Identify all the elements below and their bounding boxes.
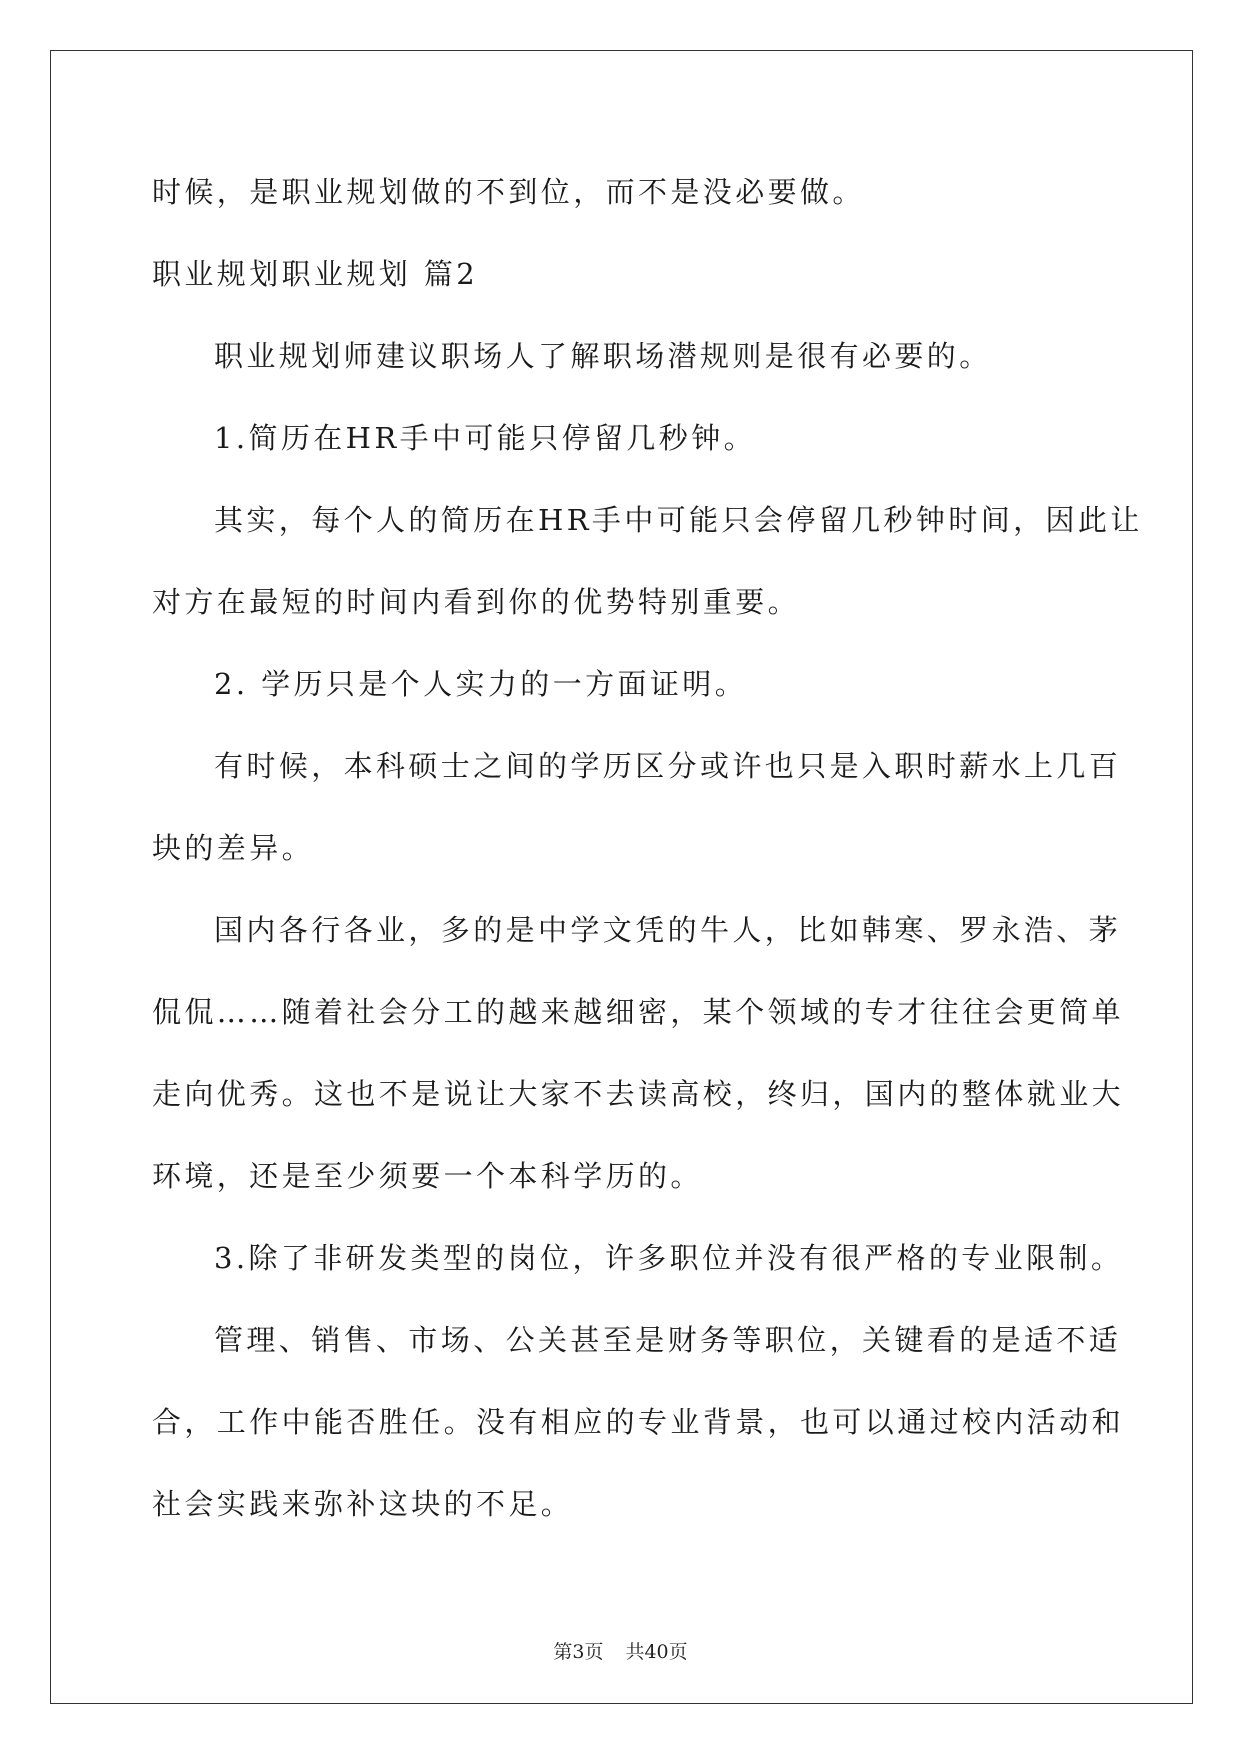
list-item-heading: 3.除了非研发类型的岗位，许多职位并没有很严格的专业限制。 <box>214 1241 1124 1275</box>
paragraph-line: 国内各行各业，多的是中学文凭的牛人，比如韩寒、罗永浩、茅 <box>214 913 1122 947</box>
page-footer <box>0 1641 1241 1663</box>
paragraph-line: 时候，是职业规划做的不到位，而不是没必要做。 <box>152 175 865 209</box>
section-heading: 职业规划职业规划 篇2 <box>152 257 479 291</box>
paragraph-line: 合，工作中能否胜任。没有相应的专业背景，也可以通过校内活动和 <box>152 1405 1125 1439</box>
paragraph-line: 块的差异。 <box>152 831 315 865</box>
page-number: 第3页 <box>553 1641 604 1663</box>
paragraph-line: 有时候，本科硕士之间的学历区分或许也只是入职时薪水上几百 <box>214 749 1122 783</box>
paragraph-line: 管理、销售、市场、公关甚至是财务等职位，关键看的是适不适 <box>214 1323 1122 1357</box>
page-border <box>50 50 1193 1704</box>
paragraph-line: 走向优秀。这也不是说让大家不去读高校，终归，国内的整体就业大 <box>152 1077 1125 1111</box>
paragraph-line: 环境，还是至少须要一个本科学历的。 <box>152 1159 703 1193</box>
list-item-heading: 2. 学历只是个人实力的一方面证明。 <box>214 667 748 701</box>
paragraph-line: 社会实践来弥补这块的不足。 <box>152 1487 574 1521</box>
paragraph-line: 对方在最短的时间内看到你的优势特别重要。 <box>152 585 801 619</box>
paragraph-line: 职业规划师建议职场人了解职场潜规则是很有必要的。 <box>214 339 992 373</box>
paragraph-line: 侃侃……随着社会分工的越来越细密，某个领域的专才往往会更简单 <box>152 995 1125 1029</box>
list-item-heading: 1.简历在HR手中可能只停留几秒钟。 <box>214 421 756 455</box>
page-total: 共40页 <box>625 1641 688 1663</box>
paragraph-line: 其实，每个人的简历在HR手中可能只会停留几秒钟时间，因此让 <box>214 503 1143 537</box>
